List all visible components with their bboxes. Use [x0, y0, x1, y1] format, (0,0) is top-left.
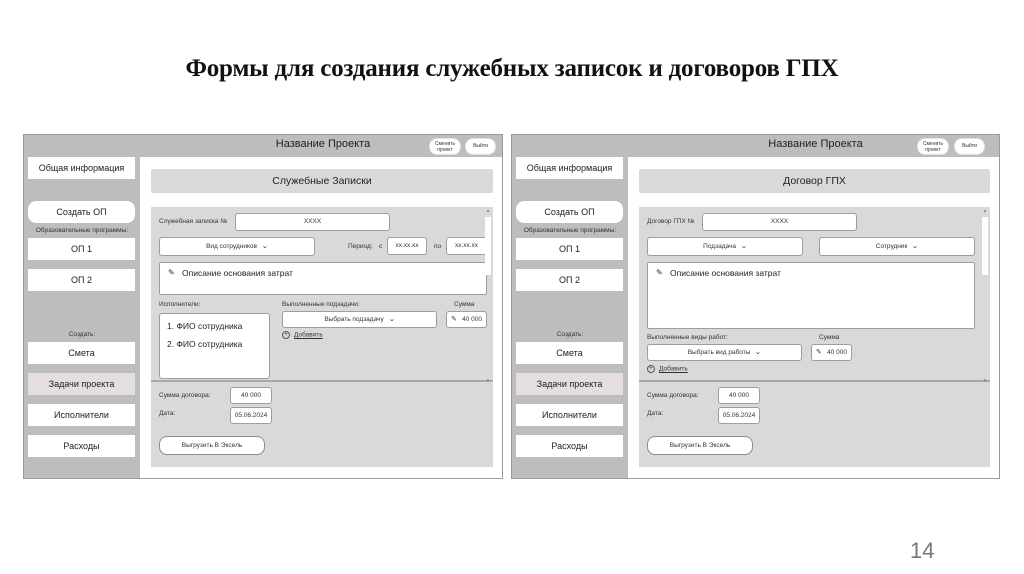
sidebar-item-project-tasks[interactable]: Задачи проекта — [516, 373, 623, 395]
form-area — [151, 207, 493, 467]
sidebar-item-expenses[interactable]: Расходы — [516, 435, 623, 457]
scroll-up-icon[interactable]: ▴ — [486, 208, 490, 214]
scrollbar-thumb[interactable] — [982, 217, 988, 275]
sidebar-item-op2[interactable]: ОП 2 — [516, 269, 623, 291]
chevron-down-icon: ⌄ — [754, 349, 762, 356]
create-label: Создать: — [556, 331, 584, 338]
work-type-dropdown[interactable] — [647, 344, 802, 361]
period-to-input[interactable]: xx.xx.xx — [446, 237, 487, 255]
programs-label: Образовательные программы: — [523, 227, 617, 234]
chevron-down-icon: ⌄ — [740, 243, 748, 250]
create-op-button[interactable]: Создать ОП — [28, 201, 135, 223]
employee-value: Сотрудник — [875, 243, 908, 250]
main-content — [628, 157, 999, 478]
top-bar — [24, 135, 502, 157]
sidebar — [24, 157, 140, 478]
period-label: Период: — [348, 243, 373, 250]
sum-value: 40 000 — [827, 349, 847, 356]
employee-type-dropdown[interactable] — [159, 237, 315, 256]
work-types-label: Выполненные виды работ: — [647, 334, 728, 341]
contract-sum-label: Сумма договора: — [159, 392, 211, 399]
cost-basis-textarea[interactable] — [159, 262, 487, 295]
sidebar-item-op1[interactable]: ОП 1 — [28, 238, 135, 260]
gph-form-window — [511, 134, 1000, 479]
sidebar-item-general-info[interactable]: Общая информация — [28, 157, 135, 179]
subtasks-label: Выполненные подзадачи: — [282, 301, 360, 308]
performers-list[interactable] — [159, 313, 270, 379]
scrollbar-thumb[interactable] — [485, 217, 491, 275]
memo-number-label: Служебная записка № — [159, 218, 228, 225]
gph-number-label: Договор ГПХ № — [647, 218, 695, 225]
sidebar-item-op2[interactable]: ОП 2 — [28, 269, 135, 291]
subtask-dropdown[interactable] — [647, 237, 803, 256]
scroll-up-icon[interactable]: ▴ — [983, 208, 987, 214]
main-content — [140, 157, 502, 478]
sum-label: Сумма — [819, 334, 840, 341]
sidebar-item-estimate[interactable]: Смета — [28, 342, 135, 364]
page-number: 14 — [910, 538, 935, 563]
switch-project-button[interactable]: Сменить проект — [429, 138, 461, 155]
slide-title: Формы для создания служебных записок и договоров ГПХ — [185, 55, 839, 82]
add-subtask-link[interactable]: + Добавить — [282, 331, 323, 339]
cost-basis-placeholder: Описание основания затрат — [182, 268, 293, 278]
chevron-down-icon: ⌄ — [388, 316, 396, 323]
memo-number-input[interactable]: XXXX — [235, 213, 390, 231]
form-scroll-region — [151, 207, 493, 382]
performers-label: Исполнители: — [159, 301, 201, 308]
scroll-down-icon[interactable]: ▾ — [983, 378, 987, 384]
pencil-icon: ✎ — [656, 268, 663, 277]
export-excel-button[interactable]: Выгрузить В Эксель — [159, 436, 265, 455]
form-scroll-region — [639, 207, 990, 382]
employee-dropdown[interactable] — [819, 237, 975, 256]
scrollbar[interactable] — [982, 208, 988, 384]
create-op-button[interactable]: Создать ОП — [516, 201, 623, 223]
cost-basis-textarea[interactable] — [647, 262, 975, 329]
contract-sum-input[interactable]: 40 000 — [230, 387, 272, 404]
top-bar — [512, 135, 999, 157]
pencil-icon: ✎ — [816, 349, 822, 356]
performer-item[interactable]: 2. ФИО сотрудника — [167, 339, 243, 349]
date-label: Дата: — [159, 410, 176, 417]
sidebar-item-general-info[interactable]: Общая информация — [516, 157, 623, 179]
chevron-down-icon: ⌄ — [911, 243, 919, 250]
form-area — [639, 207, 990, 467]
cost-basis-placeholder: Описание основания затрат — [670, 268, 781, 278]
sum-label: Сумма — [454, 301, 475, 308]
period-from-input[interactable]: xx.xx.xx — [387, 237, 427, 255]
period-to-label: по — [434, 243, 442, 250]
exit-button[interactable]: Выйти — [954, 138, 985, 155]
scroll-down-icon[interactable]: ▾ — [486, 378, 490, 384]
switch-project-button[interactable]: Сменить проект — [917, 138, 949, 155]
plus-circle-icon: + — [647, 365, 655, 373]
contract-sum-label: Сумма договора: — [647, 392, 699, 399]
export-excel-button[interactable]: Выгрузить В Эксель — [647, 436, 753, 455]
exit-button[interactable]: Выйти — [465, 138, 496, 155]
subtask-value: Выбрать подзадачу — [324, 316, 384, 323]
period-from-label: с — [379, 243, 383, 250]
plus-circle-icon: + — [282, 331, 290, 339]
pencil-icon: ✎ — [451, 316, 457, 323]
project-title: Название Проекта — [275, 138, 371, 150]
sidebar-item-op1[interactable]: ОП 1 — [516, 238, 623, 260]
sum-input[interactable] — [811, 344, 852, 361]
scrollbar[interactable] — [485, 208, 491, 384]
sidebar-item-performers[interactable]: Исполнители — [28, 404, 135, 426]
contract-sum-input[interactable]: 40 000 — [718, 387, 760, 404]
gph-number-input[interactable]: XXXX — [702, 213, 857, 231]
work-type-value: Выбрать вид работы — [687, 349, 751, 356]
subtask-value: Подзадача — [703, 243, 736, 250]
date-input[interactable]: 05.06.2024 — [230, 407, 272, 424]
create-label: Создать: — [68, 331, 96, 338]
date-input[interactable]: 05.06.2024 — [718, 407, 760, 424]
form-header: Служебные Записки — [151, 169, 493, 193]
sidebar-item-estimate[interactable]: Смета — [516, 342, 623, 364]
sum-input[interactable] — [446, 311, 487, 328]
employee-type-value: Вид сотрудников — [206, 243, 258, 250]
form-header: Договор ГПХ — [639, 169, 990, 193]
performer-item[interactable]: 1. ФИО сотрудника — [167, 321, 243, 331]
sidebar — [512, 157, 628, 478]
memo-form-window — [23, 134, 503, 479]
add-work-type-link[interactable]: + Добавить — [647, 365, 688, 373]
sidebar-item-project-tasks[interactable]: Задачи проекта — [28, 373, 135, 395]
sidebar-item-expenses[interactable]: Расходы — [28, 435, 135, 457]
sum-value: 40 000 — [462, 316, 482, 323]
subtask-dropdown[interactable] — [282, 311, 437, 328]
date-label: Дата: — [647, 410, 664, 417]
pencil-icon: ✎ — [168, 268, 175, 277]
project-title: Название Проекта — [768, 138, 863, 150]
sidebar-item-performers[interactable]: Исполнители — [516, 404, 623, 426]
chevron-down-icon: ⌄ — [261, 243, 269, 250]
programs-label: Образовательные программы: — [35, 227, 129, 234]
